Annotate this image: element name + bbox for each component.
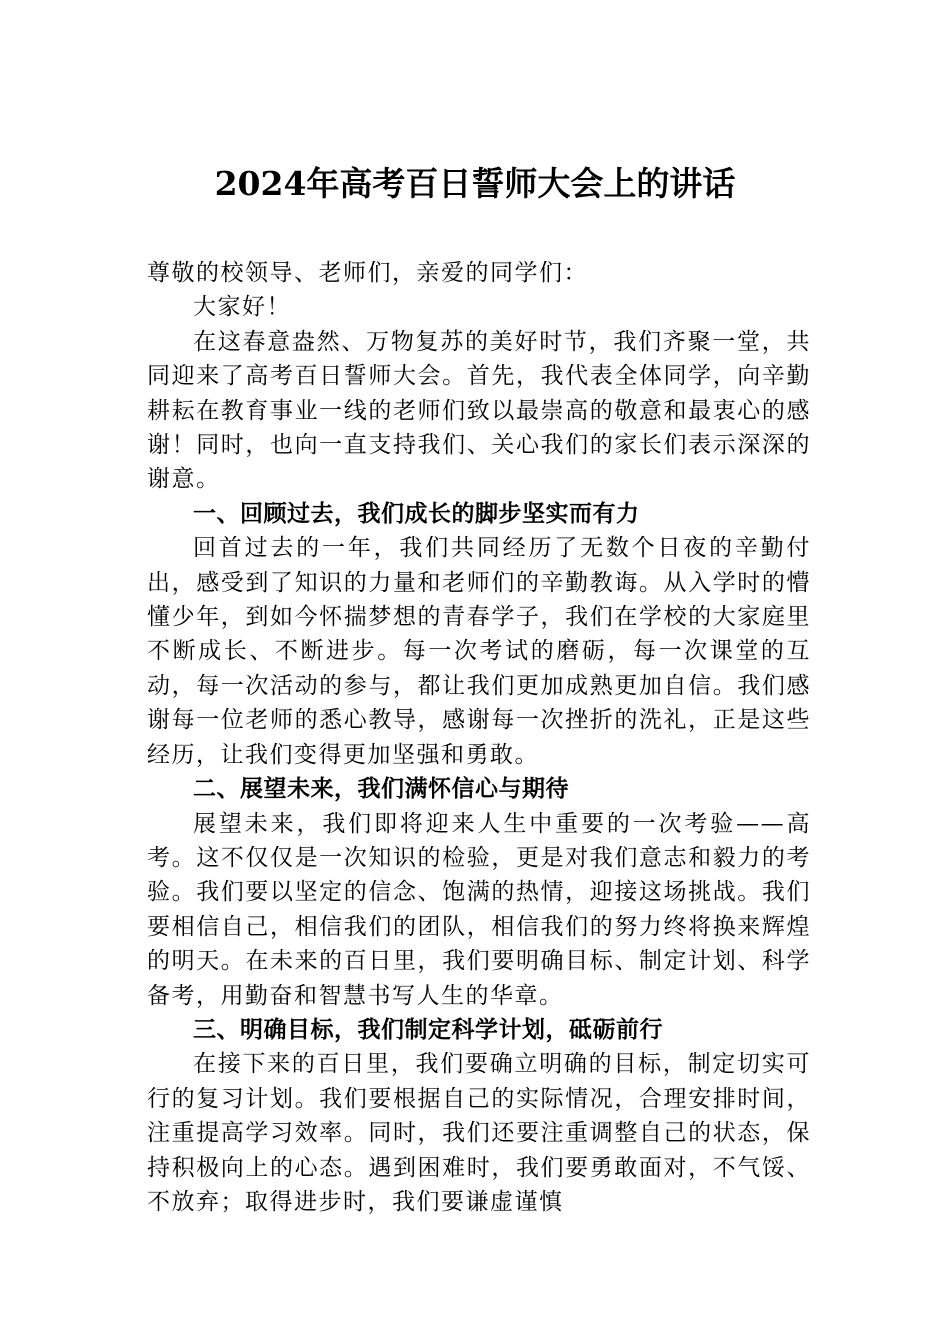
section-3-heading: 三、明确目标，我们制定科学计划，砥砺前行 bbox=[193, 1016, 663, 1043]
section-2-heading: 二、展望未来，我们满怀信心与期待 bbox=[193, 776, 569, 803]
greeting: 大家好！ bbox=[193, 294, 291, 321]
document-body bbox=[147, 256, 811, 1219]
salutation: 尊敬的校领导、老师们，亲爱的同学们： bbox=[147, 260, 588, 286]
section-1-paragraph: 回首过去的一年，我们共同经历了无数个日夜的辛勤付出，感受到了知识的力量和老师们的辛勤教诲。从入学时的懵懂少年，到如今怀揣梦想的青春学子，我们在学校的大家庭里不断成长、不断进步。每一次考试的磨砺，每一次课堂的互动，每一次活动的参与，都让我们更加成熟更加自信。我们感谢每一位老师的悉心教导，感谢每一次挫折的洗礼，正是这些经历，让我们变得更加坚强和勇敢。 bbox=[147, 535, 811, 768]
section-2-paragraph: 展望未来，我们即将迎来人生中重要的一次考验——高考。这不仅仅是一次知识的检验，更是对我们意志和毅力的考验。我们要以坚定的信念、饱满的热情，迎接这场挑战。我们要相信自己，相信我们的团队，相信我们的努力终将换来辉煌的明天。在未来的百日里，我们要明确目标、制定计划、科学备考，用勤奋和智慧书写人生的华章。 bbox=[147, 810, 811, 1009]
section-1-heading: 一、回顾过去，我们成长的脚步坚实而有力 bbox=[193, 500, 640, 527]
intro-paragraph: 在这春意盎然、万物复苏的美好时节，我们齐聚一堂，共同迎来了高考百日誓师大会。首先，我代表全体同学，向辛勤耕耘在教育事业一线的老师们致以最崇高的敬意和最衷心的感谢！同时，也向一直支持我们、关心我们的家长们表示深深的谢意。 bbox=[147, 328, 811, 493]
section-3-paragraph: 在接下来的百日里，我们要确立明确的目标，制定切实可行的复习计划。我们要根据自己的实际情况，合理安排时间，注重提高学习效率。同时，我们还要注重调整自己的状态，保持积极向上的心态。遇到困难时，我们要勇敢面对，不气馁、不放弃；取得进步时，我们要谦虚谨慎 bbox=[147, 1051, 811, 1215]
document-title: 2024年高考百日誓师大会上的讲话 bbox=[214, 164, 736, 203]
